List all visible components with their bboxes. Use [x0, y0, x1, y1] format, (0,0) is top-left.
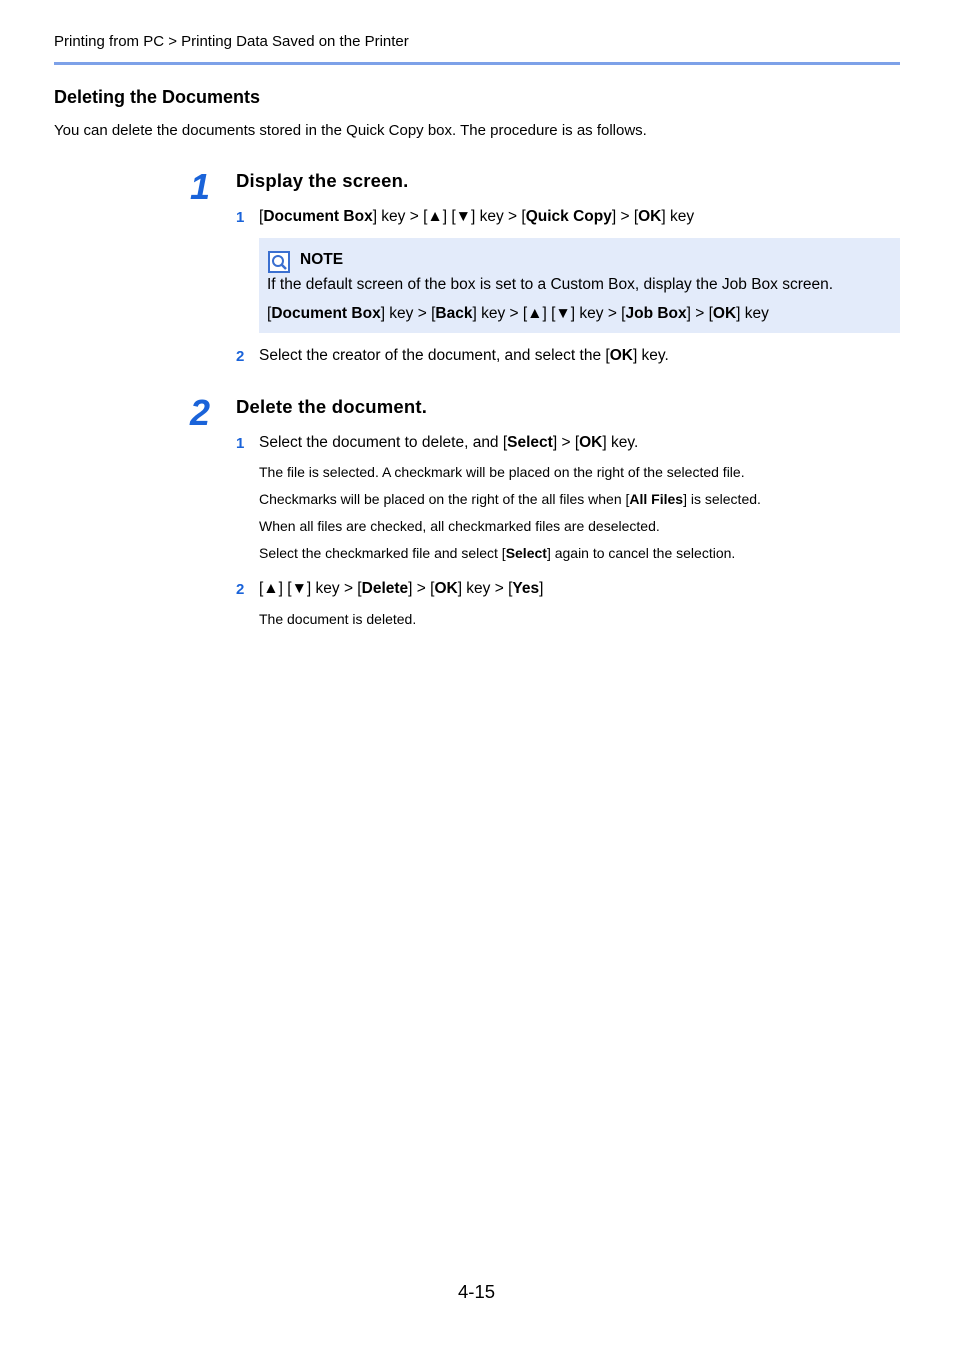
- step-2-number: 2: [190, 392, 211, 433]
- step-2-substep-2-detail-1: The document is deleted.: [259, 611, 417, 627]
- step-1-substep-2-text: Select the creator of the document, and select the [OK] key.: [259, 347, 669, 364]
- page-number: 4-15: [458, 1281, 496, 1302]
- note-box: [259, 238, 900, 333]
- step-2-substep-1-detail-1: The file is selected. A checkmark will be placed on the right of the selected file.: [259, 464, 745, 480]
- note-label: NOTE: [300, 251, 344, 268]
- step-2-substep-1-text: Select the document to delete, and [Select] > [OK] key.: [259, 434, 639, 451]
- header-divider: [54, 62, 900, 65]
- breadcrumb: Printing from PC > Printing Data Saved on the Printer: [54, 33, 409, 50]
- step-1-substep-1-number: 1: [236, 209, 245, 226]
- note-magnifier-icon: [268, 251, 290, 273]
- step-2-substep-1-detail-2: Checkmarks will be placed on the right of the all files when [All Files] is selected.: [259, 491, 761, 507]
- step-2-substep-1-number: 1: [236, 435, 245, 452]
- section-intro: You can delete the documents stored in the Quick Copy box. The procedure is as follows.: [54, 122, 647, 139]
- section-title: Deleting the Documents: [54, 87, 261, 107]
- step-2-substep-1-detail-3: When all files are checked, all checkmarked files are deselected.: [259, 518, 660, 534]
- note-key-path: [Document Box] key > [Back] key > [▲] [▼] key > [Job Box] > [OK] key: [267, 305, 769, 322]
- step-1-title: Display the screen.: [236, 170, 409, 191]
- note-text: If the default screen of the box is set to a Custom Box, display the Job Box screen.: [267, 276, 834, 293]
- step-2-substep-1-detail-4: Select the checkmarked file and select [Select] again to cancel the selection.: [259, 545, 736, 561]
- step-1-substep-1-text: [Document Box] key > [▲] [▼] key > [Quick Copy] > [OK] key: [259, 208, 695, 225]
- step-2-substep-2-number: 2: [236, 581, 245, 598]
- step-1-substep-2-number: 2: [236, 348, 245, 365]
- step-2-title: Delete the document.: [236, 396, 428, 417]
- step-1-number: 1: [190, 166, 211, 207]
- step-2-substep-2-text: [▲] [▼] key > [Delete] > [OK] key > [Yes]: [259, 580, 544, 597]
